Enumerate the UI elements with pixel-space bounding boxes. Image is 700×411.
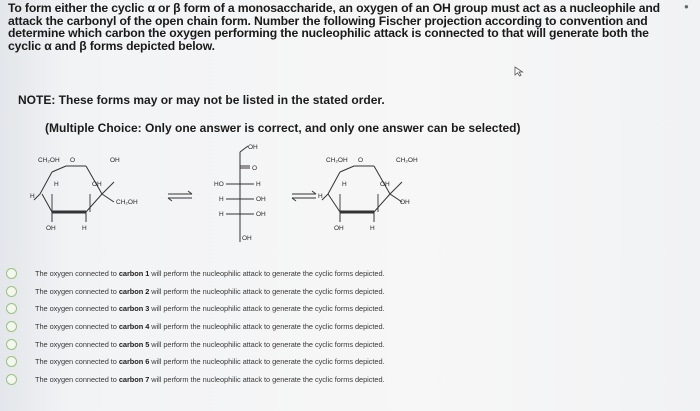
option-suffix: will perform the nucleophilic attack to generate the cyclic forms depicted. — [149, 286, 385, 296]
right-ring-h-bottom: H — [370, 225, 375, 232]
option-label — [35, 357, 385, 366]
mouse-pointer-icon — [514, 66, 525, 77]
option-carbon-7[interactable] — [6, 371, 506, 389]
structures-figure — [30, 142, 470, 260]
option-prefix: The oxygen connected to — [35, 286, 119, 296]
fischer-c4-left: H — [219, 211, 224, 218]
left-ring-ch2oh-top: CH₂OH — [38, 157, 60, 164]
question-line-3: determine which carbon the oxygen performing the nucleophilic attack is connected to that will generate both the — [8, 26, 649, 41]
radio-button-icon[interactable] — [6, 303, 17, 314]
option-label — [35, 340, 385, 349]
option-suffix: will perform the nucleophilic attack to generate the cyclic forms depicted. — [149, 374, 385, 384]
fischer-projection — [226, 146, 254, 242]
option-carbon: carbon 4 — [118, 322, 150, 332]
option-prefix: The oxygen connected to — [35, 269, 119, 279]
multiple-choice-note: (Multiple Choice: Only one answer is correct, and only one answer can be selected) — [45, 121, 521, 135]
option-prefix: The oxygen connected to — [35, 374, 119, 384]
question-line-2: attack the carbonyl of the open chain form. Number the following Fischer projection according to convention and — [8, 13, 648, 28]
left-ring-oxygen: O — [70, 157, 76, 164]
option-label — [35, 322, 385, 331]
option-label — [35, 304, 385, 313]
option-suffix: will perform the nucleophilic attack to generate the cyclic forms depicted. — [149, 322, 385, 332]
equilibrium-arrows-left — [168, 191, 192, 201]
right-ring-h-inner: H — [342, 181, 347, 188]
right-ring-oxygen: O — [358, 157, 364, 164]
radio-button-icon[interactable] — [6, 268, 17, 279]
option-carbon: carbon 7 — [118, 374, 150, 384]
right-ring-ch2oh-right: CH₂OH — [396, 157, 418, 164]
left-ring-oh-top-right: OH — [110, 157, 120, 164]
option-carbon: carbon 1 — [118, 269, 150, 279]
right-furanose-ring — [322, 166, 402, 222]
equilibrium-arrows-right — [292, 191, 316, 201]
option-carbon-5[interactable] — [6, 335, 506, 353]
fischer-c2-left: HO — [214, 181, 224, 188]
option-carbon: carbon 5 — [118, 339, 150, 349]
option-carbon: carbon 2 — [118, 286, 150, 296]
left-ring-oh-bottom: OH — [46, 225, 56, 232]
left-ring-h-outer: H — [30, 193, 35, 200]
option-label — [35, 269, 385, 278]
fischer-bottom-oh: OH — [242, 235, 252, 242]
fischer-c4-right: OH — [256, 211, 266, 218]
right-ring-oh-bottom: OH — [334, 225, 344, 232]
option-carbon: carbon 6 — [118, 357, 150, 367]
option-prefix: The oxygen connected to — [35, 339, 119, 349]
note-text: NOTE: These forms may or may not be listed in the stated order. — [18, 93, 385, 107]
right-ring-oh-right: OH — [400, 199, 410, 206]
question-text — [8, 2, 690, 52]
right-ring-oh-inner: OH — [380, 181, 390, 188]
option-carbon-2[interactable] — [6, 283, 506, 301]
option-suffix: will perform the nucleophilic attack to generate the cyclic forms depicted. — [149, 304, 385, 314]
radio-button-icon[interactable] — [6, 374, 17, 385]
question-line-4: cyclic α and β forms depicted below. — [8, 38, 215, 53]
option-prefix: The oxygen connected to — [35, 357, 119, 367]
option-carbon-4[interactable] — [6, 318, 506, 336]
option-prefix: The oxygen connected to — [35, 322, 119, 332]
radio-button-icon[interactable] — [6, 339, 17, 350]
option-carbon-6[interactable] — [6, 353, 506, 371]
left-furanose-ring — [34, 166, 114, 222]
option-prefix: The oxygen connected to — [35, 304, 119, 314]
option-carbon-3[interactable] — [6, 300, 506, 318]
left-ring-ch2oh-bottom: CH₂OH — [116, 199, 138, 206]
left-ring-h-bottom: H — [82, 225, 87, 232]
option-suffix: will perform the nucleophilic attack to generate the cyclic forms depicted. — [149, 339, 385, 349]
option-suffix: will perform the nucleophilic attack to generate the cyclic forms depicted. — [149, 269, 385, 279]
left-ring-h-inner: H — [54, 181, 59, 188]
fischer-c3-left: H — [219, 196, 224, 203]
radio-button-icon[interactable] — [6, 321, 17, 332]
corner-mark: ● — [684, 2, 689, 11]
fischer-top-oh: OH — [248, 144, 258, 151]
left-ring-oh-inner: OH — [92, 181, 102, 188]
fischer-c2-right: H — [256, 181, 261, 188]
fischer-c3-right: OH — [256, 196, 266, 203]
right-ring-h-outer: H — [318, 193, 323, 200]
option-suffix: will perform the nucleophilic attack to generate the cyclic forms depicted. — [149, 357, 385, 367]
radio-button-icon[interactable] — [6, 286, 17, 297]
option-carbon: carbon 3 — [118, 304, 150, 314]
option-label — [35, 287, 385, 296]
option-label — [35, 375, 385, 384]
fischer-carbonyl-o: O — [252, 165, 258, 172]
radio-button-icon[interactable] — [6, 356, 17, 367]
answer-options — [6, 265, 506, 388]
option-carbon-1[interactable] — [6, 265, 506, 283]
right-ring-ch2oh-top: CH₂OH — [326, 157, 348, 164]
question-line-1: To form either the cyclic α or β form of a monosaccharide, an oxygen of an OH group must act as a nucleophile and — [8, 1, 660, 15]
